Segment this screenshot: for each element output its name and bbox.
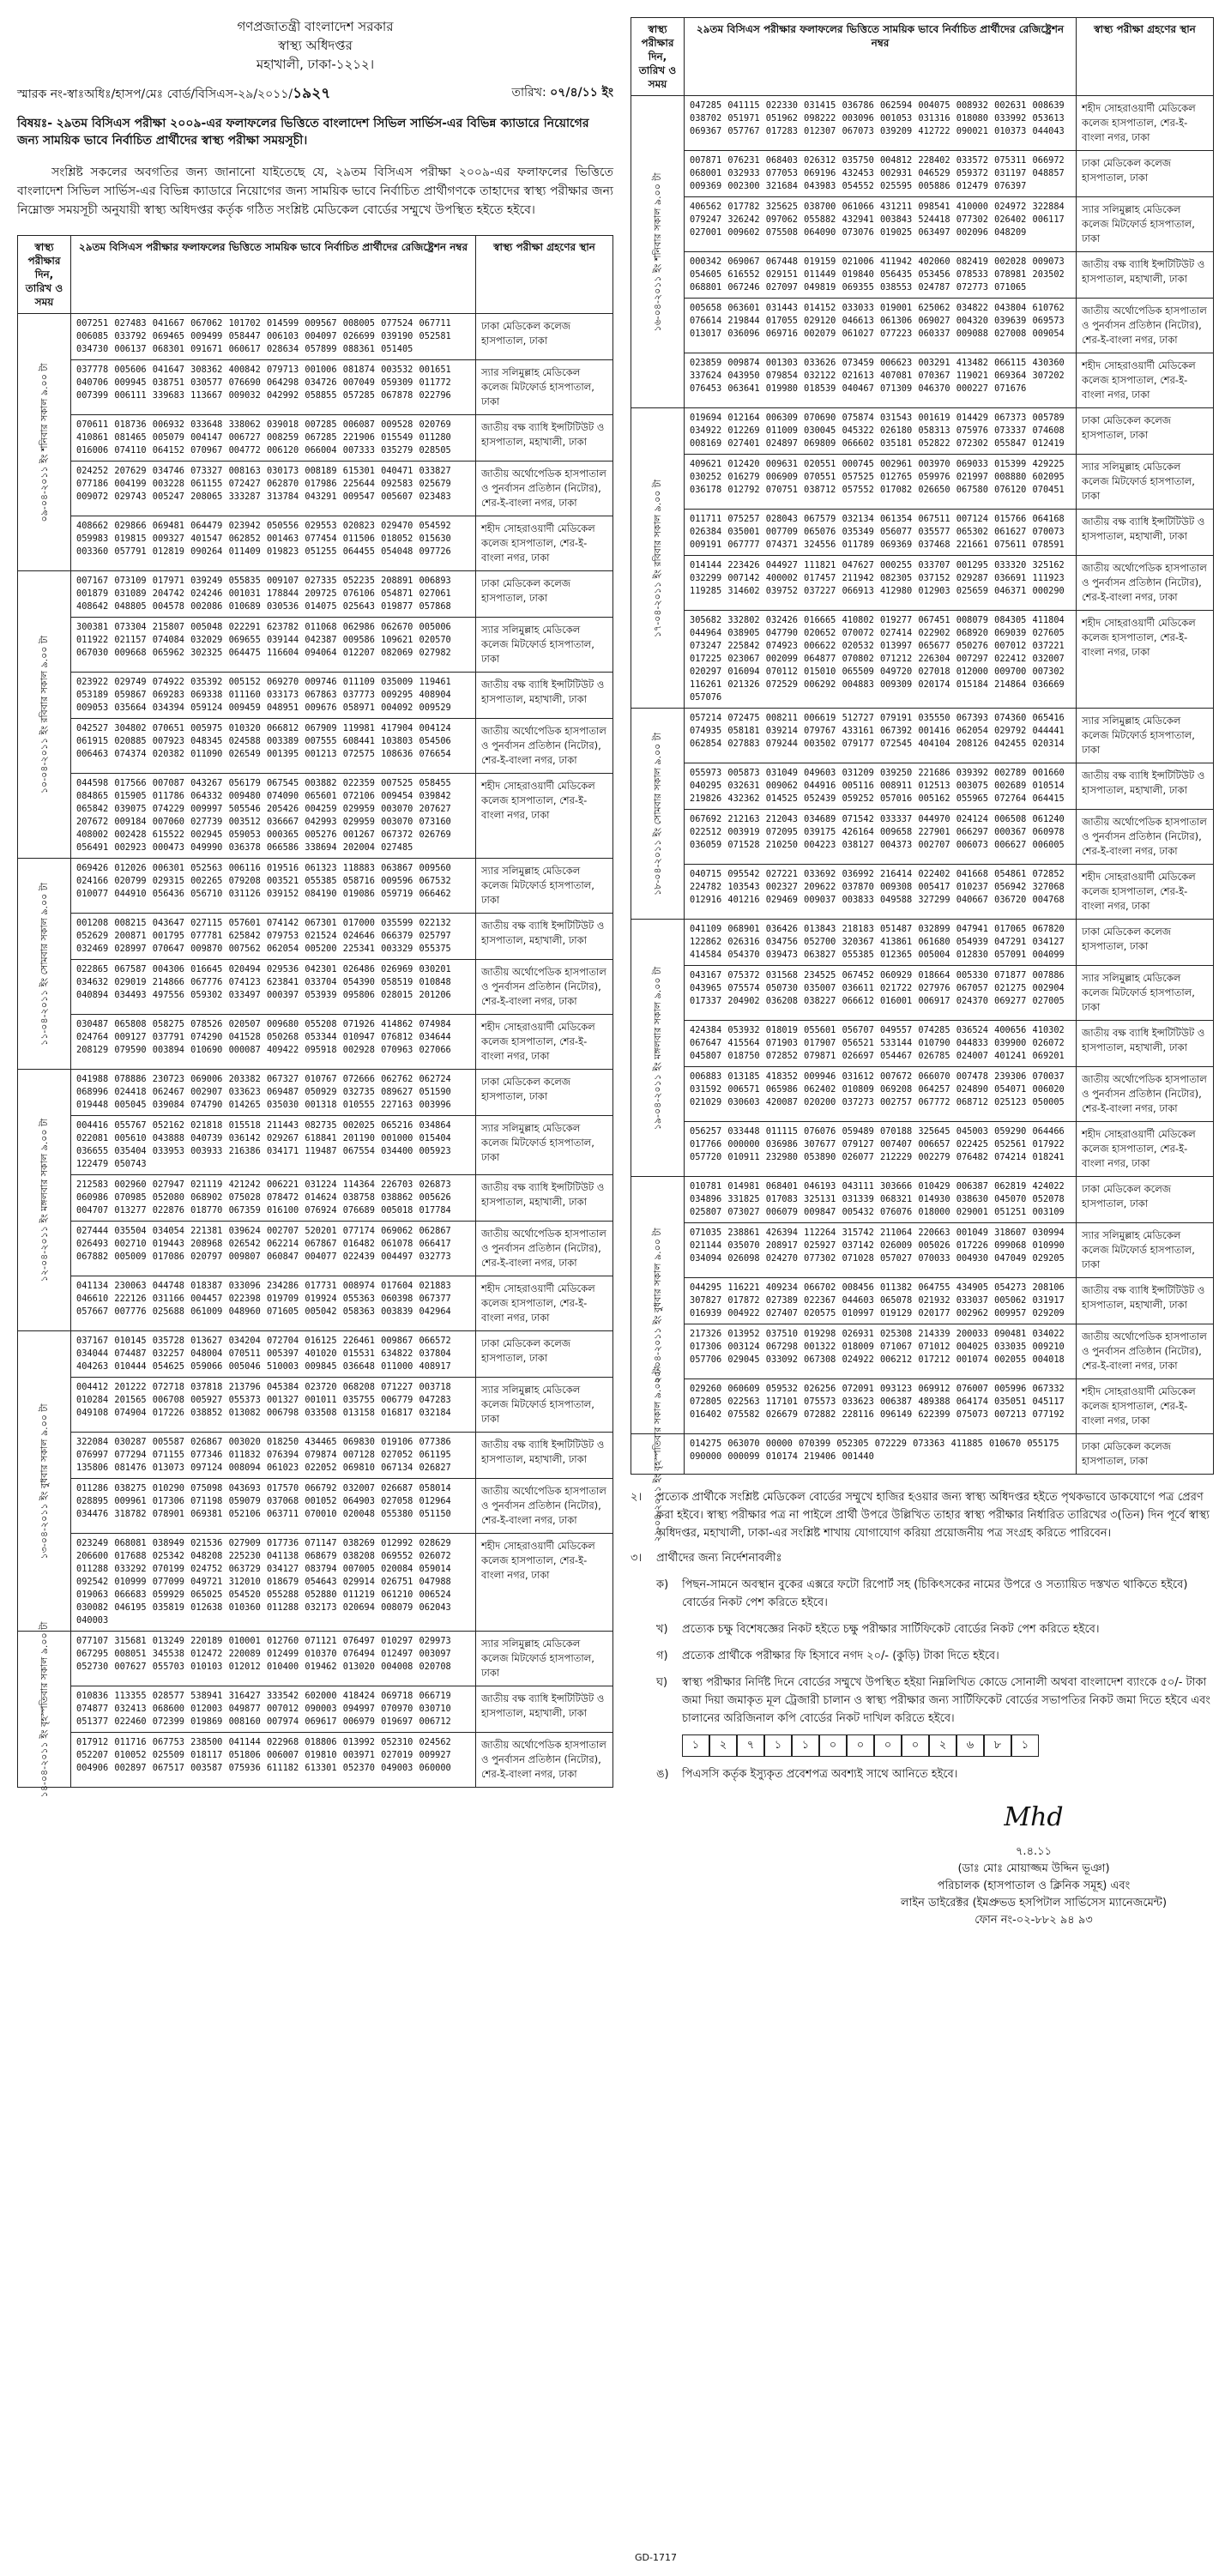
exam-date-label: ১৮-০৪-২০১১ ইং সোমবার সকাল ৯.০০ টা bbox=[651, 732, 663, 896]
registration-numbers: 041134 230063 044748 018387 033096 234286 017731 008974 017604 021883 046610 222126 031166 004457 022398 019709 019924 055363 060398 067377 057667 007776 025688 061009 048960 071605 005042 058363 003839 042964 bbox=[71, 1276, 476, 1331]
registration-numbers: 005658 063601 031443 014152 033033 019001 625062 034822 043804 610762 076614 219844 017055 029120 046613 061306 069027 004320 039639 069573 013017 036096 069716 002079 061027 077223 060337 009088 027008 009054 bbox=[685, 299, 1077, 353]
registration-numbers: 001208 008215 043647 027115 057601 074142 067301 017000 035599 022132 052629 200871 001795 077781 625842 079753 021524 024646 066379 025797 032469 028997 070647 009870 007562 062054 005200 225341 003329 055375 bbox=[71, 914, 476, 960]
exam-venue: শহীদ সোহরাওয়ার্দী মেডিকেল কলেজ হাসপাতাল, শের-ই-বাংলা নগর, ঢাকা bbox=[476, 1534, 613, 1632]
table-row bbox=[631, 353, 1214, 408]
table-row bbox=[18, 516, 613, 571]
instruction-item bbox=[631, 1765, 1214, 1783]
registration-numbers: 043167 075372 031568 234525 067452 060929 018664 005330 071877 007886 043965 075574 050730 035007 036611 021722 027976 067057 021275 002904 017337 204902 036208 038227 066612 016001 006917 024370 069277 027005 bbox=[685, 966, 1077, 1021]
treasury-code-digit: ৭ bbox=[737, 1734, 764, 1757]
exam-date-cell bbox=[18, 314, 71, 571]
exam-venue: ঢাকা মেডিকেল কলেজ হাসপাতাল, ঢাকা bbox=[1077, 408, 1214, 455]
exam-venue: স্যার সলিমুল্লাহ মেডিকেল কলেজ মিটফোর্ড হাসপাতাল, ঢাকা bbox=[476, 1116, 613, 1175]
exam-date-label: ২০-০৪-২০১১ ইং বুধবার সকাল ৯.০০ টা bbox=[651, 1227, 663, 1384]
body-paragraph: সংশ্লিষ্ট সকলের অবগতির জন্য জানানো যাইতেছে যে, ২৯তম বিসিএস পরীক্ষা ২০০৯-এর ফলাফলের ভিত্তিতে বাংলাদেশ সিভিল সার্ভিস-এর বিভিন্ন ক্যাডারে নিয়োগের জন্য সাময়িক ভাবে নির্বাচিত প্রার্থীগণকে তাহাদের স্বাস্থ্য পরীক্ষার জন্য নিম্নোক্ত সময়সূচী অনুযায়ী স্বাস্থ্য অধিদপ্তর কর্তৃক গঠিত সংশ্লিষ্ট মেডিকেল বোর্ডের সম্মুখে উপস্থিত হইতে হইবে। bbox=[17, 166, 613, 217]
table-row bbox=[631, 252, 1214, 299]
subject-text: ২৯তম বিসিএস পরীক্ষা ২০০৯-এর ফলাফলের ভিত্তিতে বাংলাদেশ সিভিল সার্ভিস-এর বিভিন্ন ক্যাডারে নিয়োগের জন্য সাময়িক ভাবে নির্বাচিত প্রার্থীদের স্বাস্থ্য পরীক্ষা সময়সূচী। bbox=[17, 117, 589, 148]
table-row bbox=[18, 1070, 613, 1116]
table-header-row bbox=[18, 236, 613, 314]
table-row bbox=[18, 360, 613, 415]
table-row bbox=[18, 1534, 613, 1632]
registration-numbers: 055973 005873 031049 049603 031209 039250 221686 039392 002789 001660 040295 032631 009062 044916 005116 008911 012513 003075 002689 010514 219826 432362 014525 052439 059252 057016 005162 055965 072764 064415 bbox=[685, 763, 1077, 810]
registration-numbers: 000342 069067 067448 019159 021006 411942 402060 082419 002028 009073 054605 616552 029151 011449 019840 056435 053456 078533 078981 203502 068801 067246 027097 049819 069355 038553 024787 072773 071065 bbox=[685, 252, 1077, 299]
table-row bbox=[18, 1276, 613, 1331]
table-row bbox=[18, 1015, 613, 1070]
table-row bbox=[18, 1116, 613, 1175]
exam-venue: জাতীয় বক্ষ ব্যাধি ইন্সটিটিউট ও হাসপাতাল, মহাখালী, ঢাকা bbox=[476, 673, 613, 719]
exam-date-cell bbox=[18, 859, 71, 1070]
exam-date-label: ১২-০৪-২০১১ ইং মঙ্গলবার সকাল ৯.০০ টা bbox=[38, 1118, 50, 1282]
table-row bbox=[18, 415, 613, 462]
table-row bbox=[18, 673, 613, 719]
table-row bbox=[631, 810, 1214, 865]
treasury-code-digit: ৮ bbox=[984, 1734, 1011, 1757]
registration-numbers: 041109 068901 036426 013843 218183 051487 032899 047941 017065 067820 122862 026316 034756 052700 320367 413861 061680 054939 047291 034127 414584 054370 039473 063827 055385 012365 005004 012830 057091 004099 bbox=[685, 920, 1077, 966]
exam-date-cell bbox=[18, 571, 71, 859]
memo-line bbox=[17, 82, 613, 106]
exam-venue: জাতীয় বক্ষ ব্যাধি ইন্সটিটিউট ও হাসপাতাল, মহাখালী, ঢাকা bbox=[1077, 1278, 1214, 1324]
exam-date-cell bbox=[631, 408, 685, 709]
signature-block bbox=[854, 1802, 1214, 1929]
exam-venue: জাতীয় বক্ষ ব্যাধি ইন্সটিটিউট ও হাসপাতাল, মহাখালী, ঢাকা bbox=[1077, 1021, 1214, 1067]
exam-venue: জাতীয় অর্থোপেডিক হাসপাতাল ও পুনর্বাসন প্রতিষ্ঠান (নিটোর), শের-ই-বাংলা নগর, ঢাকা bbox=[1077, 556, 1214, 611]
memo-reference bbox=[17, 82, 330, 106]
table-row bbox=[631, 920, 1214, 966]
signatory-title: পরিচালক (হাসপাতাল ও ক্লিনিক সমূহ) এবং bbox=[937, 1879, 1131, 1892]
registration-numbers: 057214 072475 008211 006619 512727 079191 035550 067393 074360 065416 074935 058181 039214 079767 433161 067392 001416 062054 029792 044441 062854 027883 079244 003502 079177 072545 404104 208126 042455 020314 bbox=[685, 709, 1077, 763]
instruction-number: ক) bbox=[656, 1578, 669, 1591]
table-row bbox=[631, 966, 1214, 1021]
registration-numbers: 070611 018736 006932 033648 338062 039018 007285 006087 009528 020769 410861 081465 005079 004147 006727 008259 067285 221906 015549 011280 016006 074110 064152 070967 004772 006120 066004 007333 035279 028505 bbox=[71, 415, 476, 462]
exam-date-label: ০৯-০৪-২০১১ ইং শনিবার সকাল ৯.০০ টা bbox=[38, 362, 50, 522]
exam-venue: জাতীয় বক্ষ ব্যাধি ইন্সটিটিউট ও হাসপাতাল, মহাখালী, ঢাকা bbox=[1077, 252, 1214, 299]
exam-date-label: ১৩-০৪-২০১১ ইং বুধবার সকাল ৯.০০ টা bbox=[38, 1403, 50, 1559]
registration-numbers: 004416 055767 052162 021818 015518 211443 082735 002025 065216 034864 022081 005610 043888 040739 036142 029267 618841 201190 001000 015404 036655 035404 033953 003933 216386 034171 119487 067554 034400 005923 122479 050743 bbox=[71, 1116, 476, 1175]
signatory-name: (ডাঃ মোঃ মোয়াজ্জম উদ্দিন ভূঞা) bbox=[957, 1862, 1110, 1875]
note-number: ২। bbox=[631, 1491, 643, 1504]
table-row bbox=[18, 1378, 613, 1433]
registration-numbers: 023922 029749 074922 035392 005152 069270 009746 011109 035009 119461 053189 059867 069283 069338 011160 033173 067863 037773 009295 408904 009053 035664 034394 059124 009459 048951 009676 058971 004092 009529 bbox=[71, 673, 476, 719]
table-row bbox=[18, 859, 613, 914]
registration-numbers: 004412 201222 072718 037818 213796 045384 023720 068208 071227 003718 010284 201565 006708 005927 055373 001327 001011 035755 006779 047283 049108 074904 017226 038852 013082 006798 033508 013158 016817 032184 bbox=[71, 1378, 476, 1433]
registration-numbers: 024252 207629 034746 073327 008163 030173 008189 615301 040471 033827 077186 004199 003228 061155 072427 062870 017986 225644 092583 025679 009072 029743 005247 208065 333287 313784 043291 009547 005607 023483 bbox=[71, 462, 476, 516]
table-row bbox=[631, 709, 1214, 763]
table-row bbox=[631, 1177, 1214, 1223]
header-regs: ২৯তম বিসিএস পরীক্ষার ফলাফলের ভিত্তিতে সাময়িক ভাবে নির্বাচিত প্রার্থীদের রেজিষ্ট্রেশন নম্বর bbox=[685, 18, 1077, 96]
exam-venue: জাতীয় অর্থোপেডিক হাসপাতাল ও পুনর্বাসন প্রতিষ্ঠান (নিটোর), শের-ই-বাংলা নগর, ঢাকা bbox=[476, 719, 613, 774]
registration-numbers: 023249 068081 038949 021536 027909 017736 071147 038269 012992 028629 206600 017688 025342 048208 225230 041138 068679 038208 069552 026072 011288 033292 070199 024752 063729 034127 083794 007005 020084 059014 092542 010999 077099 049721 312010 018679 054643 029914 026751 047988 019063 066683 059929 065025 054520 055288 052880 011219 061210 006524 030082 046195 035819 012638 010360 011288 032173 020694 008079 062043 040003 bbox=[71, 1534, 476, 1632]
table-row bbox=[18, 571, 613, 618]
exam-venue: শহীদ সোহরাওয়ার্দী মেডিকেল কলেজ হাসপাতাল, শের-ই-বাংলা নগর, ঢাকা bbox=[1077, 353, 1214, 408]
registration-numbers: 041988 078886 230723 069006 203382 067327 010767 072666 062762 062724 068996 024418 062467 002907 033623 069487 050929 032735 089627 051590 019448 005045 039084 074790 014265 035030 001318 010555 227163 003996 bbox=[71, 1070, 476, 1116]
header-date: স্বাস্থ্য পরীক্ষার দিন, তারিখ ও সময় bbox=[18, 236, 71, 314]
exam-venue: জাতীয় অর্থোপেডিক হাসপাতাল ও পুনর্বাসন প্রতিষ্ঠান (নিটোর), শের-ই-বাংলা নগর, ঢাকা bbox=[1077, 1324, 1214, 1379]
instruction-item bbox=[631, 1647, 1214, 1665]
memo-date-value: ০৭/৪/১১ ইং bbox=[550, 86, 613, 100]
table-row bbox=[18, 719, 613, 774]
exam-venue: জাতীয় বক্ষ ব্যাধি ইন্সটিটিউট ও হাসপাতাল, মহাখালী, ঢাকা bbox=[476, 1686, 613, 1733]
registration-numbers: 022865 067587 004306 016645 020494 029536 042301 026486 026969 030201 034632 029019 214866 067776 074123 623841 033704 054390 058519 010848 040894 034493 497556 059302 033497 000397 053939 095806 028015 201206 bbox=[71, 960, 476, 1015]
treasury-code-digit: ০ bbox=[847, 1734, 874, 1757]
table-row bbox=[18, 314, 613, 360]
registration-numbers: 023859 009874 001303 033626 073459 006623 003291 413482 066115 430360 337624 043950 079854 032122 021613 407081 070367 119021 069364 307202 076453 063641 019980 018539 040467 071309 046370 000227 071676 bbox=[685, 353, 1077, 408]
exam-venue: স্যার সলিমুল্লাহ মেডিকেল কলেজ মিটফোর্ড হাসপাতাল, ঢাকা bbox=[1077, 455, 1214, 510]
exam-venue: জাতীয় বক্ষ ব্যাধি ইন্সটিটিউট ও হাসপাতাল, মহাখালী, ঢাকা bbox=[1077, 763, 1214, 810]
schedule-body-left bbox=[18, 314, 613, 1797]
exam-venue: শহীদ সোহরাওয়ার্দী মেডিকেল কলেজ হাসপাতাল, শের-ই-বাংলা নগর, ঢাকা bbox=[476, 1276, 613, 1331]
exam-date-cell bbox=[631, 920, 685, 1177]
registration-numbers: 007251 027483 041667 067062 101702 014599 009567 008005 077524 067711 006085 033792 069465 009499 058447 006103 004097 026699 039190 052581 034730 006137 068301 091671 060617 028634 057899 088361 051405 bbox=[71, 314, 476, 360]
table-row bbox=[631, 1434, 1214, 1475]
table-row bbox=[631, 556, 1214, 611]
instruction-number: ঘ) bbox=[656, 1676, 668, 1689]
treasury-code-digit: ০ bbox=[874, 1734, 902, 1757]
header-venue: স্বাস্থ্য পরীক্ষা গ্রহণের স্থান bbox=[476, 236, 613, 314]
registration-numbers: 011711 075257 028043 067579 032134 061354 067511 007124 015766 064168 026384 035001 007709 065076 035349 056077 035577 065302 061627 070073 009191 067777 074371 324556 011789 069369 037468 221661 075611 078591 bbox=[685, 510, 1077, 556]
treasury-code-digit: ২ bbox=[709, 1734, 737, 1757]
registration-numbers: 071035 238861 426394 112264 315742 211064 220663 001049 318607 030994 021144 035070 208917 025927 037142 026009 005026 017226 099068 010990 034094 026098 024270 077302 071028 057027 070033 004930 047049 029205 bbox=[685, 1223, 1077, 1278]
registration-numbers: 029260 060609 059532 026256 072091 093123 069912 076007 005996 067332 072805 022563 117101 075573 033623 006387 489388 064174 035051 045117 016402 075582 026679 072882 228116 096149 622399 075073 007213 077192 bbox=[685, 1379, 1077, 1434]
exam-date-label: ১১-০৪-২০১১ ইং সোমবার সকাল ৯.০০ টা bbox=[38, 882, 50, 1046]
table-row bbox=[631, 1324, 1214, 1379]
exam-date-label: ১৯-০৪-২০১১ ইং মঙ্গলবার সকাল ৯.০০ টা bbox=[651, 966, 663, 1130]
registration-numbers: 006883 013185 418352 009946 031612 007672 066070 007478 239306 070037 031592 006571 065986 062402 010809 069208 064257 024890 054071 006020 021029 030603 420087 020200 037273 002757 067772 068712 025123 050005 bbox=[685, 1067, 1077, 1122]
registration-numbers: 030487 065808 058275 078526 020507 009680 055208 071926 414862 074984 024764 009127 037791 074290 041528 050268 053344 010947 076812 034644 208129 079590 003894 010690 000087 409422 095918 002928 070963 027066 bbox=[71, 1015, 476, 1070]
instruction-list bbox=[631, 1576, 1214, 1783]
registration-numbers: 007871 076231 068403 026312 035750 004812 228402 033572 075311 066972 068001 032933 077053 069196 432453 002931 046529 059372 031197 048857 009369 002300 321684 043983 054552 025595 005886 012479 076397 bbox=[685, 151, 1077, 197]
exam-venue: ঢাকা মেডিকেল কলেজ হাসপাতাল, ঢাকা bbox=[476, 1331, 613, 1378]
exam-date-label: ১৬-০৪-২০১১ ইং শনিবার সকাল ৯.০০ টা bbox=[651, 172, 663, 332]
table-row bbox=[18, 1175, 613, 1222]
exam-date-cell bbox=[631, 1366, 685, 1542]
treasury-code-digit: ১ bbox=[764, 1734, 792, 1757]
exam-date-cell bbox=[631, 96, 685, 408]
table-row bbox=[18, 774, 613, 859]
registration-numbers: 007167 073109 017971 039249 055835 009107 027335 052235 208891 006893 001879 031089 204742 024246 001031 178844 209725 076106 054871 027061 408642 048805 004578 002086 010689 030536 014075 025643 019877 057868 bbox=[71, 571, 476, 618]
registration-numbers: 056257 033448 011115 076076 059489 070188 325645 045003 059290 064466 017766 000000 036986 307677 079127 007407 006657 022425 052561 017922 057720 010911 232980 053890 026077 212229 002279 076482 074214 018241 bbox=[685, 1122, 1077, 1177]
exam-venue: শহীদ সোহরাওয়ার্দী মেডিকেল কলেজ হাসপাতাল, শের-ই-বাংলা নগর, ঢাকা bbox=[476, 1015, 613, 1070]
registration-numbers: 010781 014981 068401 046193 043111 303666 010429 006387 062819 424022 034896 331825 017083 325131 031339 068321 014930 038630 045070 052078 025807 073027 006079 009847 005432 076076 018000 029001 051251 003109 bbox=[685, 1177, 1077, 1223]
registration-numbers: 300381 073304 215807 005048 022291 623782 011068 062986 062670 005006 011922 021157 074084 032029 069655 039144 042387 009586 109621 020570 067030 009668 065962 302325 064475 116604 094064 012207 082069 027982 bbox=[71, 618, 476, 673]
exam-venue: ঢাকা মেডিকেল কলেজ হাসপাতাল, ঢাকা bbox=[1077, 1434, 1214, 1475]
signature-mark: Mhd bbox=[1004, 1802, 1064, 1832]
exam-date-cell bbox=[631, 709, 685, 920]
exam-venue: ঢাকা মেডিকেল কলেজ হাসপাতাল, ঢাকা bbox=[1077, 1177, 1214, 1223]
department-title: স্বাস্থ্য অধিদপ্তর bbox=[278, 38, 353, 53]
exam-venue: জাতীয় অর্থোপেডিক হাসপাতাল ও পুনর্বাসন প্রতিষ্ঠান (নিটোর), শের-ই-বাংলা নগর, ঢাকা bbox=[1077, 810, 1214, 865]
exam-venue: ঢাকা মেডিকেল কলেজ হাসপাতাল, ঢাকা bbox=[1077, 151, 1214, 197]
table-row bbox=[631, 1021, 1214, 1067]
exam-date-label: ১৭-০৪-২০১১ ইং রবিবার সকাল ৯.০০ টা bbox=[651, 479, 663, 637]
header-venue: স্বাস্থ্য পরীক্ষা গ্রহণের স্থান bbox=[1077, 18, 1214, 96]
instruction-text: পিছন-সামনে অবস্থান বুকের এক্সরে ফটো রিপোর্ট সহ (চিকিৎসকের নামের উপরে ও সত্যায়িত দস্তখত থাকিতে হইবে) বোর্ডের নিকট পেশ করিতে হইবে। bbox=[682, 1578, 1188, 1609]
treasury-code-digit: ২ bbox=[929, 1734, 956, 1757]
exam-venue: জাতীয় বক্ষ ব্যাধি ইন্সটিটিউট ও হাসপাতাল, মহাখালী, ঢাকা bbox=[476, 914, 613, 960]
exam-venue: জাতীয় অর্থোপেডিক হাসপাতাল ও পুনর্বাসন প্রতিষ্ঠান (নিটোর), শের-ই-বাংলা নগর, ঢাকা bbox=[476, 1479, 613, 1534]
table-row bbox=[18, 1733, 613, 1788]
treasury-code-digit: ১ bbox=[792, 1734, 819, 1757]
note-2 bbox=[631, 1488, 1214, 1542]
registration-numbers: 042527 304802 070651 005975 010320 066812 067909 119981 417904 004124 061915 020885 007923 048345 024588 003389 007555 608441 103803 054506 006463 074374 020382 011090 026549 001395 001213 072575 108636 076654 bbox=[71, 719, 476, 774]
registration-numbers: 406562 017782 325625 038700 061066 431211 098541 410000 024972 322884 079247 326242 097062 055882 432941 003843 524418 077302 026402 006117 027001 009602 075508 064090 073076 019025 063497 002096 048209 bbox=[685, 197, 1077, 252]
exam-venue: শহীদ সোহরাওয়ার্দী মেডিকেল কলেজ হাসপাতাল, শের-ই-বাংলা নগর, ঢাকা bbox=[1077, 865, 1214, 920]
registration-numbers: 322084 030287 005587 026867 003020 018250 434465 069830 019106 077386 076997 077294 071155 077346 011832 076394 079874 007128 027052 061195 135806 081476 013073 097124 008094 061023 022052 069810 067134 026827 bbox=[71, 1433, 476, 1479]
exam-date-cell bbox=[18, 1070, 71, 1331]
signatory-phone: ফোন নং-০২-৮৮২ ৯৪ ৯৩ bbox=[975, 1914, 1093, 1927]
table-row bbox=[631, 299, 1214, 353]
treasury-code-boxes bbox=[682, 1734, 1214, 1757]
exam-venue: স্যার সলিমুল্লাহ মেডিকেল কলেজ মিটফোর্ড হাসপাতাল, ঢাকা bbox=[1077, 709, 1214, 763]
table-row bbox=[631, 1379, 1214, 1434]
memo-date bbox=[511, 82, 613, 106]
instruction-number: খ) bbox=[656, 1623, 668, 1636]
instruction-text: পিএসসি কর্তৃক ইস্যুকৃত প্রবেশপত্র অবশ্যই সাথে আনিতে হইবে। bbox=[682, 1768, 958, 1781]
exam-venue: স্যার সলিমুল্লাহ মেডিকেল কলেজ মিটফোর্ড হাসপাতাল, ঢাকা bbox=[1077, 966, 1214, 1021]
exam-date-label: ২১-০৪-২০১১ ইং বৃহস্পতিবার সকাল ৯.০০ টা bbox=[651, 1366, 663, 1542]
table-row bbox=[631, 763, 1214, 810]
registration-numbers: 037167 010145 035728 013627 034204 072704 016125 226461 009867 066572 034044 074487 032257 048004 070511 005397 401020 015531 634822 037804 404263 010444 054625 059066 005046 510003 009845 036648 011000 408917 bbox=[71, 1331, 476, 1378]
note-text: প্রত্যেক প্রার্থীকে সংশ্লিষ্ট মেডিকেল বোর্ডের সম্মুখে হাজির হওয়ার জন্য স্বাস্থ্য অধিদপ্তর হইতে পৃথকভাবে ডাকযোগে পত্র প্রেরণ করা হইবে। স্বাস্থ্য পরীক্ষার পত্র না পাইলে প্রার্থী উপরে উল্লিখিত তাহার স্বাস্থ্য পরীক্ষার নির্ধারিত তারিখের ৩(তিন) দিন পূর্বে স্বাস্থ্য অধিদপ্তর, মহাখালী, ঢাকা-এর সংশ্লিষ্ট শাখায় যোগাযোগ করিয়া প্রয়োজনীয় পত্র সংগ্রহ করিতে পারিবেন। bbox=[656, 1491, 1210, 1540]
registration-numbers: 424384 053932 018019 055601 056707 049557 074285 036524 400656 410302 067647 415564 071903 017907 056521 533144 010790 044833 039900 026072 045807 018750 072852 079871 026697 054467 026785 024007 401241 069201 bbox=[685, 1021, 1077, 1067]
instruction-item bbox=[631, 1576, 1214, 1612]
registration-numbers: 014275 063070 00000 070399 052305 072229 073363 411885 010670 055175 090000 000099 010174 219406 001440 bbox=[685, 1434, 1077, 1475]
treasury-code-digit: ০ bbox=[819, 1734, 847, 1757]
table-row bbox=[18, 1222, 613, 1276]
exam-venue: শহীদ সোহরাওয়ার্দী মেডিকেল কলেজ হাসপাতাল, শের-ই-বাংলা নগর, ঢাকা bbox=[476, 516, 613, 571]
registration-numbers: 409621 012420 009631 020551 000745 002961 003970 069033 015399 429225 030252 016279 006909 070551 057525 012765 059976 021997 008880 602095 036178 012792 070751 038712 057552 017082 026650 067580 076120 070451 bbox=[685, 455, 1077, 510]
exam-venue: ঢাকা মেডিকেল কলেজ হাসপাতাল, ঢাকা bbox=[476, 314, 613, 360]
notes-section bbox=[631, 1488, 1214, 1783]
exam-venue: জাতীয় বক্ষ ব্যাধি ইন্সটিটিউট ও হাসপাতাল, মহাখালী, ঢাকা bbox=[476, 1175, 613, 1222]
exam-venue: শহীদ সোহরাওয়ার্দী মেডিকেল কলেজ হাসপাতাল, শের-ই-বাংলা নগর, ঢাকা bbox=[1077, 1379, 1214, 1434]
exam-venue: শহীদ সোহরাওয়ার্দী মেডিকেল কলেজ হাসপাতাল, শের-ই-বাংলা নগর, ঢাকা bbox=[476, 774, 613, 859]
table-row bbox=[18, 1331, 613, 1378]
exam-venue: জাতীয় অর্থোপেডিক হাসপাতাল ও পুনর্বাসন প্রতিষ্ঠান (নিটোর), শের-ই-বাংলা নগর, ঢাকা bbox=[476, 1222, 613, 1276]
table-row bbox=[631, 1223, 1214, 1278]
registration-numbers: 040715 095542 027221 033692 036992 216414 022402 041668 054861 072852 224782 103543 002327 209622 037870 009308 005417 010237 056942 327068 012916 401216 029469 009037 003833 049588 327299 040667 036720 004768 bbox=[685, 865, 1077, 920]
exam-venue: স্যার সলিমুল্লাহ মেডিকেল কলেজ মিটফোর্ড হাসপাতাল, ঢাকা bbox=[476, 1378, 613, 1433]
table-row bbox=[631, 96, 1214, 151]
instruction-text: প্রত্যেক চক্ষু বিশেষজ্ঞের নিকট হইতে চক্ষু পরীক্ষার সার্টিফিকেট বোর্ডের নিকট পেশ করিতে হইবে। bbox=[682, 1623, 1100, 1636]
table-row bbox=[18, 462, 613, 516]
registration-numbers: 069426 012026 006301 052563 006116 019516 061323 118883 063867 009560 024166 020799 029315 002265 079208 003521 055385 058716 009596 067532 010077 044910 056436 056710 031126 039152 084190 019086 059719 066462 bbox=[71, 859, 476, 914]
table-row bbox=[18, 960, 613, 1015]
memo-date-label: তারিখ: bbox=[511, 86, 546, 100]
instruction-item bbox=[631, 1674, 1214, 1728]
subject-label: বিষয়ঃ- bbox=[17, 117, 53, 130]
exam-venue: জাতীয় অর্থোপেডিক হাসপাতাল ও পুনর্বাসন প্রতিষ্ঠান (নিটোর), শের-ই-বাংলা নগর, ঢাকা bbox=[476, 1733, 613, 1788]
exam-date-cell bbox=[18, 1621, 71, 1797]
table-row bbox=[18, 1433, 613, 1479]
table-row bbox=[631, 455, 1214, 510]
exam-venue: শহীদ সোহরাওয়ার্দী মেডিকেল কলেজ হাসপাতাল, শের-ই-বাংলা নগর, ঢাকা bbox=[1077, 611, 1214, 709]
exam-venue: ঢাকা মেডিকেল কলেজ হাসপাতাল, ঢাকা bbox=[476, 1070, 613, 1116]
exam-venue: জাতীয় অর্থোপেডিক হাসপাতাল ও পুনর্বাসন প্রতিষ্ঠান (নিটোর), শের-ই-বাংলা নগর, ঢাকা bbox=[1077, 299, 1214, 353]
exam-date-label: ১০-০৪-২০১১ ইং রবিবার সকাল ৯.০০ টা bbox=[38, 635, 50, 794]
left-column bbox=[17, 17, 613, 1797]
signature-date: ৭.৪.১১ bbox=[1015, 1845, 1053, 1858]
table-row bbox=[631, 151, 1214, 197]
note-3 bbox=[631, 1549, 1214, 1567]
letterhead bbox=[17, 17, 613, 74]
instruction-item bbox=[631, 1620, 1214, 1638]
registration-numbers: 212583 002960 027947 021119 421242 006221 031224 114364 226703 026873 060986 070985 052080 068902 075028 078472 014624 038758 038862 005626 004707 013277 022876 018770 067359 016100 076924 076689 005018 017784 bbox=[71, 1175, 476, 1222]
exam-venue: জাতীয় অর্থোপেডিক হাসপাতাল ও পুনর্বাসন প্রতিষ্ঠান (নিটোর), শের-ই-বাংলা নগর, ঢাকা bbox=[476, 462, 613, 516]
exam-venue: জাতীয় বক্ষ ব্যাধি ইন্সটিটিউট ও হাসপাতাল, মহাখালী, ঢাকা bbox=[476, 415, 613, 462]
exam-venue: জাতীয় অর্থোপেডিক হাসপাতাল ও পুনর্বাসন প্রতিষ্ঠান (নিটোর), শের-ই-বাংলা নগর, ঢাকা bbox=[476, 960, 613, 1015]
note-number: ৩। bbox=[631, 1552, 643, 1565]
exam-venue: স্যার সলিমুল্লাহ মেডিকেল কলেজ মিটফোর্ড হাসপাতাল, ঢাকা bbox=[476, 618, 613, 673]
instruction-text: প্রত্যেক প্রার্থীকে পরীক্ষার ফি হিসাবে নগদ ২০/- (কুড়ি) টাকা দিতে হইবে। bbox=[682, 1650, 999, 1662]
exam-date-cell bbox=[18, 1331, 71, 1632]
signatory-title-2: লাইন ডাইরেক্টর (ইমপ্রুভড হসপিটাল সার্ভিসেস ম্যানেজমেন্ট) bbox=[900, 1897, 1168, 1909]
registration-numbers: 077107 315681 013249 220189 010001 012760 071121 076497 010297 029973 067295 008051 345538 012472 220089 012499 010370 076494 012497 003097 052730 007627 055703 010103 012012 010400 019462 013020 004008 020708 bbox=[71, 1632, 476, 1686]
table-row bbox=[18, 618, 613, 673]
table-row bbox=[631, 1122, 1214, 1177]
registration-numbers: 027444 035504 034054 221381 039624 002707 520201 077174 069062 062867 026493 002710 019443 208968 026542 062214 067867 016482 061078 066417 067882 005009 017086 020797 009807 060847 004077 022439 004497 032773 bbox=[71, 1222, 476, 1276]
exam-venue: স্যার সলিমুল্লাহ মেডিকেল কলেজ মিটফোর্ড হাসপাতাল, ঢাকা bbox=[476, 859, 613, 914]
table-row bbox=[631, 510, 1214, 556]
registration-numbers: 305682 332802 032426 016665 410802 019277 067451 008079 084305 411804 044964 038905 047790 020652 070072 027414 022902 068920 069039 027605 073247 225842 074923 006622 020532 013997 065677 050276 007012 037221 017225 023067 002099 064877 070802 071212 226304 007297 022412 032007 020297 016094 070112 015010 065509 049720 027018 012000 009700 007302 116261 021326 072529 006292 004883 009309 020174 015184 214864 036669 057076 bbox=[685, 611, 1077, 709]
department-address: মহাখালী, ঢাকা-১২১২। bbox=[256, 57, 375, 72]
exam-venue: জাতীয় বক্ষ ব্যাধি ইন্সটিটিউট ও হাসপাতাল, মহাখালী, ঢাকা bbox=[476, 1433, 613, 1479]
exam-venue: ঢাকা মেডিকেল কলেজ হাসপাতাল, ঢাকা bbox=[1077, 920, 1214, 966]
exam-venue: ঢাকা মেডিকেল কলেজ হাসপাতাল, ঢাকা bbox=[476, 571, 613, 618]
registration-numbers: 044598 017566 007087 043267 056179 067545 003882 022359 007525 058455 084865 015905 011786 064332 009480 074090 065601 072106 009454 039842 065842 039075 074229 009997 505546 205426 004259 029959 003070 207627 207672 009184 007060 027739 003512 036667 042993 029959 003070 073160 408002 002428 615522 002945 059053 000365 005276 001267 067372 026769 056491 002923 000473 049990 036378 066586 338694 202004 027485 bbox=[71, 774, 476, 859]
exam-venue: জাতীয় অর্থোপেডিক হাসপাতাল ও পুনর্বাসন প্রতিষ্ঠান (নিটোর), শের-ই-বাংলা নগর, ঢাকা bbox=[1077, 1067, 1214, 1122]
exam-venue: জাতীয় বক্ষ ব্যাধি ইন্সটিটিউট ও হাসপাতাল, মহাখালী, ঢাকা bbox=[1077, 510, 1214, 556]
footer-code: GD-1717 bbox=[635, 2552, 677, 2563]
registration-numbers: 037778 005606 041647 308362 400842 079713 001006 081874 003532 001651 040706 009945 038751 030577 076690 064298 034726 007049 059309 011772 007399 006111 339683 113667 009032 042992 058855 057285 067878 022796 bbox=[71, 360, 476, 415]
table-row bbox=[631, 408, 1214, 455]
exam-venue: স্যার সলিমুল্লাহ মেডিকেল কলেজ মিটফোর্ড হাসপাতাল, ঢাকা bbox=[1077, 197, 1214, 252]
exam-venue: স্যার সলিমুল্লাহ মেডিকেল কলেজ মিটফোর্ড হাসপাতাল, ঢাকা bbox=[476, 360, 613, 415]
table-header-row bbox=[631, 18, 1214, 96]
memo-ref-prefix: স্মারক নং-স্বাঃঅধিঃ/হাসপ/মেঃ বোর্ড/বিসিএস-২৯/২০১১/ bbox=[17, 87, 293, 101]
registration-numbers: 010836 113355 028577 538941 316427 333542 602000 418424 069718 066719 074877 032413 068600 012003 049877 007012 090003 094997 070970 030710 051377 022460 072399 019869 008160 007974 069617 006979 019697 006712 bbox=[71, 1686, 476, 1733]
exam-venue: শহীদ সোহরাওয়ার্দী মেডিকেল কলেজ হাসপাতাল, শের-ই-বাংলা নগর, ঢাকা bbox=[1077, 1122, 1214, 1177]
instruction-text: স্বাস্থ্য পরীক্ষার নির্দিষ্ট দিনে বোর্ডের সম্মুখে উপস্থিত হইয়া নিম্নলিখিত কোডে সোনালী অথবা বাংলাদেশ ব্যাংকে ৫০/- টাকা জমা দিয়া জমাকৃত মূল ট্রেজারী চালান ও স্বাস্থ্য পরীক্ষার জন্য সার্টিফিকেট বোর্ডের সভাপতির নিকট জমা দিতে হইবে এবং চালানের অরিজিনাল কপি বোর্ডের নিকট দাখিল করিতে হইবে। bbox=[682, 1676, 1210, 1725]
table-row bbox=[631, 1278, 1214, 1324]
treasury-code-digit: ০ bbox=[902, 1734, 929, 1757]
table-row bbox=[18, 914, 613, 960]
table-row bbox=[631, 197, 1214, 252]
registration-numbers: 017912 011716 067753 238500 041144 022968 018806 013992 052310 024562 052207 010052 025509 018117 051806 006007 019810 003971 027019 009927 004906 002897 067517 003587 075936 611182 613301 052370 049003 060000 bbox=[71, 1733, 476, 1788]
treasury-code-digit: ১ bbox=[1011, 1734, 1039, 1757]
header-date: স্বাস্থ্য পরীক্ষার দিন, তারিখ ও সময় bbox=[631, 18, 685, 96]
registration-numbers: 019694 012164 006309 070690 075874 031543 001619 014429 067373 005789 034922 012269 011009 030045 045322 026180 058313 075976 073337 074608 008169 027401 024897 069809 066602 035181 052822 072302 055847 012419 bbox=[685, 408, 1077, 455]
exam-date-label: ১৪-০৪-২০১১ ইং বৃহস্পতিবার সকাল ৯.০০ টা bbox=[38, 1621, 50, 1797]
memo-ref-number: ১৯২৭ bbox=[293, 85, 331, 102]
exam-venue: স্যার সলিমুল্লাহ মেডিকেল কলেজ মিটফোর্ড হাসপাতাল, ঢাকা bbox=[1077, 1223, 1214, 1278]
exam-venue: শহীদ সোহরাওয়ার্দী মেডিকেল কলেজ হাসপাতাল, শের-ই-বাংলা নগর, ঢাকা bbox=[1077, 96, 1214, 151]
registration-numbers: 408662 029866 069481 064479 023942 050556 029553 020823 029470 054592 059983 019815 009327 401547 062852 001463 077454 011506 018052 015630 003360 057791 012819 090264 011409 019823 051255 064455 054048 097726 bbox=[71, 516, 476, 571]
instruction-number: ঙ) bbox=[656, 1768, 669, 1781]
right-column bbox=[631, 17, 1214, 1929]
table-row bbox=[18, 1479, 613, 1534]
registration-numbers: 067692 212163 212043 034689 071542 033337 044970 024124 006508 061240 022512 003919 072095 039175 426164 009658 227901 066297 000367 060978 036059 071528 210250 004223 038127 004373 002707 006073 006627 006005 bbox=[685, 810, 1077, 865]
registration-numbers: 217326 013952 037510 019298 026931 025308 214339 200033 090481 034022 017306 003124 067298 001322 018009 071067 071012 004025 033035 009210 057706 029045 033092 067308 024922 006212 017212 001074 002055 004018 bbox=[685, 1324, 1077, 1379]
table-row bbox=[631, 611, 1214, 709]
govt-title: গণপ্রজাতন্ত্রী বাংলাদেশ সরকার bbox=[237, 19, 394, 34]
registration-numbers: 047285 041115 022330 031415 036786 062594 004075 008932 002631 008639 038702 051971 051962 098222 003096 001053 031316 018080 033992 053613 069367 057767 017283 012307 067073 039209 412722 090021 010373 044043 bbox=[685, 96, 1077, 151]
table-row bbox=[631, 1067, 1214, 1122]
registration-numbers: 014144 223426 044927 111821 047627 000255 033707 001295 033320 325162 032299 007142 400002 017457 211942 082305 037152 029287 036691 111923 119285 314602 039752 037227 066913 412980 012903 025659 046371 000290 bbox=[685, 556, 1077, 611]
subject bbox=[17, 115, 613, 149]
note-text: প্রার্থীদের জন্য নির্দেশনাবলীঃ bbox=[656, 1552, 782, 1565]
registration-numbers: 011286 038275 010290 075098 043693 017570 066792 032007 026687 058014 028895 009961 017306 071198 059079 037068 001052 064903 027058 012964 034476 318782 078901 069381 052106 063711 070010 020048 055380 051150 bbox=[71, 1479, 476, 1534]
table-row bbox=[18, 1686, 613, 1733]
schedule-table-left bbox=[17, 235, 613, 1797]
registration-numbers: 044295 116221 409234 066702 008456 011382 064755 434905 054273 208106 307827 017872 027389 022367 044603 065078 021932 033037 005062 031917 016939 004922 027407 020575 010997 019129 020177 002962 009957 029209 bbox=[685, 1278, 1077, 1324]
treasury-code-digit: ৬ bbox=[956, 1734, 984, 1757]
exam-venue: স্যার সলিমুল্লাহ মেডিকেল কলেজ মিটফোর্ড হাসপাতাল, ঢাকা bbox=[476, 1632, 613, 1686]
table-row bbox=[18, 1632, 613, 1686]
instruction-number: গ) bbox=[656, 1650, 668, 1662]
treasury-code-digit: ১ bbox=[682, 1734, 709, 1757]
table-row bbox=[631, 865, 1214, 920]
header-regs: ২৯তম বিসিএস পরীক্ষার ফলাফলের ভিত্তিতে সাময়িক ভাবে নির্বাচিত প্রার্থীদের রেজিষ্ট্রেশন নম্বর bbox=[71, 236, 476, 314]
